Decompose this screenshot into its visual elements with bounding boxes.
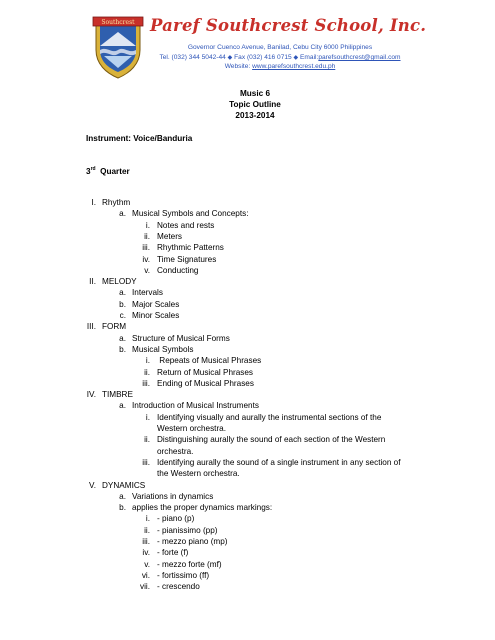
outline-item [0, 198, 495, 209]
outline-item-text: Minor Scales [132, 311, 180, 320]
outline-item [0, 232, 495, 243]
outline-item [0, 221, 495, 232]
outline-item [0, 481, 495, 492]
outline-item-number: i. [145, 356, 150, 366]
outline-item-text: Identifying aurally the sound of a single instrument in any section of [157, 457, 401, 467]
quarter-label: Quarter [100, 167, 130, 176]
outline-item [0, 243, 495, 254]
outline-item [0, 526, 495, 537]
outline-item-text: Introduction of Musical Instruments [132, 401, 259, 411]
outline-item-text: Conducting [157, 265, 199, 275]
outline-item-text: MELODY [102, 277, 137, 287]
school-address: Governor Cuenco Avenue, Banilad, Cebu City 6000 Philippines [187, 44, 373, 51]
outline-item-text: Repeats of Musical Phrases [157, 356, 262, 366]
outline-item-text: - fortissimo (ff) [157, 570, 210, 580]
outline-item [0, 447, 495, 458]
outline-item-text: Return of Musical Phrases [157, 367, 254, 377]
email-link[interactable]: parefsouthcrest@gmail.com [318, 54, 401, 61]
outline-item [0, 503, 495, 514]
outline-item [0, 255, 495, 266]
outline-item-text: Rhythmic Patterns [157, 243, 224, 253]
outline-item-number: I. [91, 198, 96, 207]
website-label: Website: [224, 63, 251, 70]
outline-item-text: Major Scales [132, 299, 180, 309]
separator-diamond-icon: ◆ [227, 55, 233, 61]
document-heading: Topic Outline [229, 100, 281, 109]
outline-item-number: vii. [139, 582, 150, 592]
outline-item [0, 537, 495, 548]
school-year: 2013-2014 [235, 111, 275, 120]
outline-item [0, 334, 495, 345]
outline-item [0, 209, 495, 220]
logo-banner-text: Southcrest [101, 19, 135, 26]
outline-item [0, 424, 495, 435]
outline-item [0, 582, 495, 593]
outline-item-number: a. [119, 491, 126, 501]
outline-item-number: iii. [142, 378, 150, 388]
outline-item-number: c. [119, 311, 126, 320]
outline-item-text: - mezzo piano (mp) [157, 537, 228, 546]
outline-item-number: a. [119, 288, 126, 298]
outline-item-number: i. [145, 220, 150, 230]
outline-item-number: a. [119, 209, 126, 219]
outline-item [0, 345, 495, 356]
outline-item [0, 514, 495, 525]
outline-item-text: - pianissimo (pp) [157, 525, 218, 535]
outline-item [0, 413, 495, 424]
outline-item [0, 379, 495, 390]
outline-item [0, 277, 495, 288]
outline-item-number: a. [119, 401, 126, 411]
outline-item-number: III. [86, 322, 96, 332]
outline-item-text: Structure of Musical Forms [132, 333, 230, 343]
outline-item-number: ii. [144, 525, 150, 535]
outline-item-text: Meters [157, 231, 183, 241]
outline-item-text: - mezzo forte (mf) [157, 559, 222, 569]
outline-item-number: v. [144, 265, 150, 275]
outline-item-text: Distinguishing aurally the sound of each section of the Western [157, 435, 386, 445]
outline-item [0, 548, 495, 559]
outline-item-number: i. [145, 514, 150, 524]
outline-item-text: - forte (f) [157, 548, 189, 558]
outline-item-number: b. [119, 503, 126, 513]
outline-item [0, 322, 495, 333]
outline-item [0, 311, 495, 322]
outline-item-number: V. [89, 480, 96, 490]
outline-item-text: DYNAMICS [102, 480, 146, 490]
outline-item-text: - crescendo [157, 582, 200, 592]
outline-item-text: - piano (p) [157, 514, 195, 524]
outline-item-number: b. [119, 299, 126, 309]
outline-item-number: a. [119, 333, 126, 343]
outline-item-text: Ending of Musical Phrases [157, 378, 254, 388]
outline-item-text: Time Signatures [157, 254, 217, 264]
outline-item-number: i. [145, 412, 150, 422]
outline-item [0, 401, 495, 412]
outline-item-number: ii. [144, 367, 150, 377]
outline-item-number: b. [119, 344, 126, 354]
outline-item [0, 356, 495, 367]
outline-item [0, 390, 495, 401]
outline-item-number: iii. [142, 537, 150, 546]
outline-item-number: ii. [144, 231, 150, 241]
outline-item [0, 288, 495, 299]
outline-item-number: iii. [142, 457, 150, 467]
separator-diamond-icon: ◆ [293, 55, 299, 61]
outline-item-text: Intervals [132, 288, 163, 298]
outline-item-text: Musical Symbols [132, 344, 194, 354]
outline-item-text: Western orchestra. [157, 424, 227, 433]
outline-item [0, 492, 495, 503]
outline-item-number: iv. [142, 254, 150, 264]
outline-item-text: TIMBRE [102, 390, 133, 400]
outline-item-number: iii. [142, 243, 150, 253]
outline-item-number: IV. [86, 390, 96, 400]
outline-item-number: II. [89, 277, 96, 287]
outline-item [0, 571, 495, 582]
outline-item-number: ii. [144, 435, 150, 445]
quarter-ordinal: 3 [86, 167, 91, 176]
email-label: Email: [300, 54, 319, 61]
subject-title: Music 6 [239, 89, 271, 98]
outline-item-text: Identifying visually and aurally the instrumental sections of the [157, 412, 382, 422]
school-name: Paref Southcrest School, Inc. [150, 16, 427, 35]
quarter-ordinal-suffix: rd [90, 166, 96, 172]
outline-item-number: iv. [142, 548, 150, 558]
outline-item-text: Musical Symbols and Concepts: [132, 209, 249, 219]
outline-item-text: orchestra. [157, 446, 194, 456]
telephone: Tel. (032) 344 5042-44 [159, 54, 226, 61]
outline-item-number: v. [144, 559, 150, 569]
outline-item-text: the Western orchestra. [157, 469, 240, 479]
website-link[interactable]: www.parefsouthcrest.edu.ph [252, 63, 336, 70]
outline-item-text: FORM [102, 322, 127, 332]
outline-item [0, 300, 495, 311]
outline-item [0, 469, 495, 480]
outline-item-text: Rhythm [102, 198, 131, 207]
fax: Fax (032) 416 0715 [234, 54, 292, 61]
outline-item [0, 560, 495, 571]
outline-item [0, 368, 495, 379]
outline-item [0, 435, 495, 446]
instrument-line: Instrument: Voice/Banduria [86, 134, 193, 143]
outline-item [0, 458, 495, 469]
outline-item [0, 266, 495, 277]
outline-item-text: Variations in dynamics [132, 491, 214, 501]
outline-item-number: vi. [141, 570, 150, 580]
outline-item-text: Notes and rests [157, 220, 215, 230]
outline-item-text: applies the proper dynamics markings: [132, 503, 273, 513]
